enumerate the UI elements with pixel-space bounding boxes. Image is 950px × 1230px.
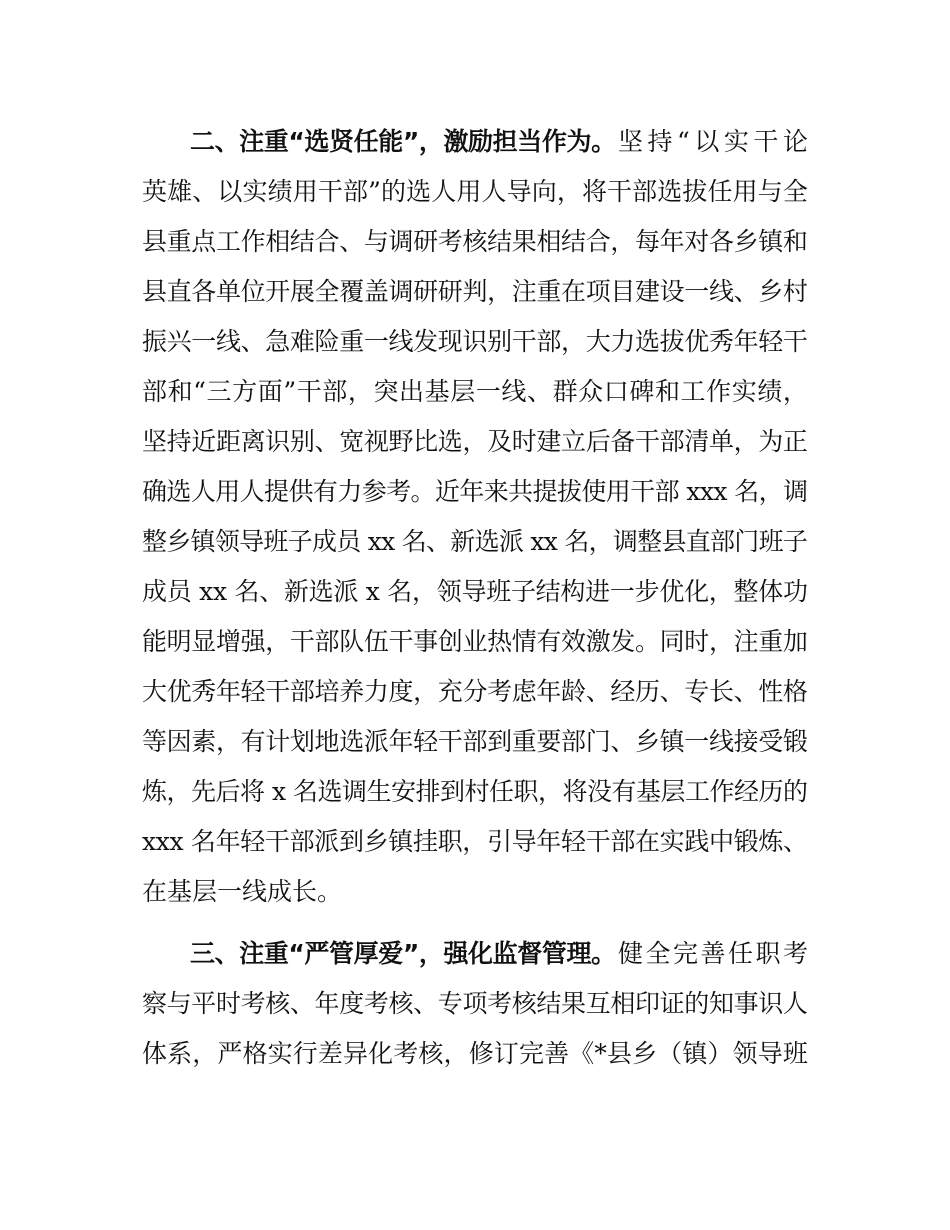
paragraph-text: 成员 xx 名、新选派 x 名，领导班子结构进一步优化，整体功 <box>142 577 808 606</box>
section-heading: 三、注重“严管厚爱”，强化监督管理。 <box>190 939 616 968</box>
paragraph-text: 炼，先后将 x 名选调生安排到村任职，将没有基层工作经历的 <box>142 777 808 806</box>
paragraph-text: 确选人用人提供有力参考。近年来共提拔使用干部 xxx 名，调 <box>142 477 808 506</box>
paragraph-line <box>0 982 950 1026</box>
paragraph-line <box>0 670 950 714</box>
paragraph-text: 振兴一线、急难险重一线发现识别干部，大力选拔优秀年轻干 <box>142 327 808 356</box>
paragraph-text: 在基层一线成长。 <box>142 877 343 906</box>
paragraph-line <box>0 220 950 264</box>
paragraph-line <box>0 620 950 664</box>
section-heading: 二、注重“选贤任能”，激励担当作为。 <box>190 127 616 156</box>
paragraph-text: 整乡镇领导班子成员 xx 名、新选派 xx 名，调整县直部门班子 <box>142 527 808 556</box>
paragraph-line <box>0 570 950 614</box>
paragraph-line <box>0 770 950 814</box>
paragraph-text: 等因素，有计划地选派年轻干部到重要部门、乡镇一线接受锻 <box>142 727 808 756</box>
paragraph-line <box>0 120 950 164</box>
paragraph-line <box>0 470 950 514</box>
paragraph-line <box>0 420 950 464</box>
paragraph-text: 察与平时考核、年度考核、专项考核结果互相印证的知事识人 <box>142 989 808 1018</box>
paragraph-line <box>0 870 950 914</box>
paragraph-line <box>0 932 950 976</box>
paragraph-line <box>0 270 950 314</box>
paragraph-line <box>0 370 950 414</box>
paragraph-text: 县重点工作相结合、与调研考核结果相结合，每年对各乡镇和 <box>142 227 808 256</box>
paragraph-text: 健全完善任职考 <box>618 939 811 968</box>
paragraph-text: 体系，严格实行差异化考核，修订完善《*县乡（镇）领导班 <box>142 1039 809 1068</box>
paragraph-text: 能明显增强，干部队伍干事创业热情有效激发。同时，注重加 <box>142 627 808 656</box>
paragraph-text: xxx 名年轻干部派到乡镇挂职，引导年轻干部在实践中锻炼、 <box>142 827 808 856</box>
paragraph-text: 大优秀年轻干部培养力度，充分考虑年龄、经历、专长、性格 <box>142 677 808 706</box>
paragraph-line <box>0 320 950 364</box>
paragraph-line <box>0 520 950 564</box>
paragraph-text: 英雄、以实绩用干部”的选人用人导向，将干部选拔任用与全 <box>142 177 809 206</box>
paragraph-text: 县直各单位开展全覆盖调研研判，注重在项目建设一线、乡村 <box>142 277 808 306</box>
paragraph-line <box>0 720 950 764</box>
paragraph-line <box>0 820 950 864</box>
paragraph-text: 部和“三方面”干部，突出基层一线、群众口碑和工作实绩， <box>142 377 809 406</box>
paragraph-line <box>0 170 950 214</box>
paragraph-text: 坚持“以实干论 <box>618 127 813 156</box>
paragraph-line <box>0 1032 950 1076</box>
paragraph-text: 坚持近距离识别、宽视野比选，及时建立后备干部清单，为正 <box>142 427 808 456</box>
